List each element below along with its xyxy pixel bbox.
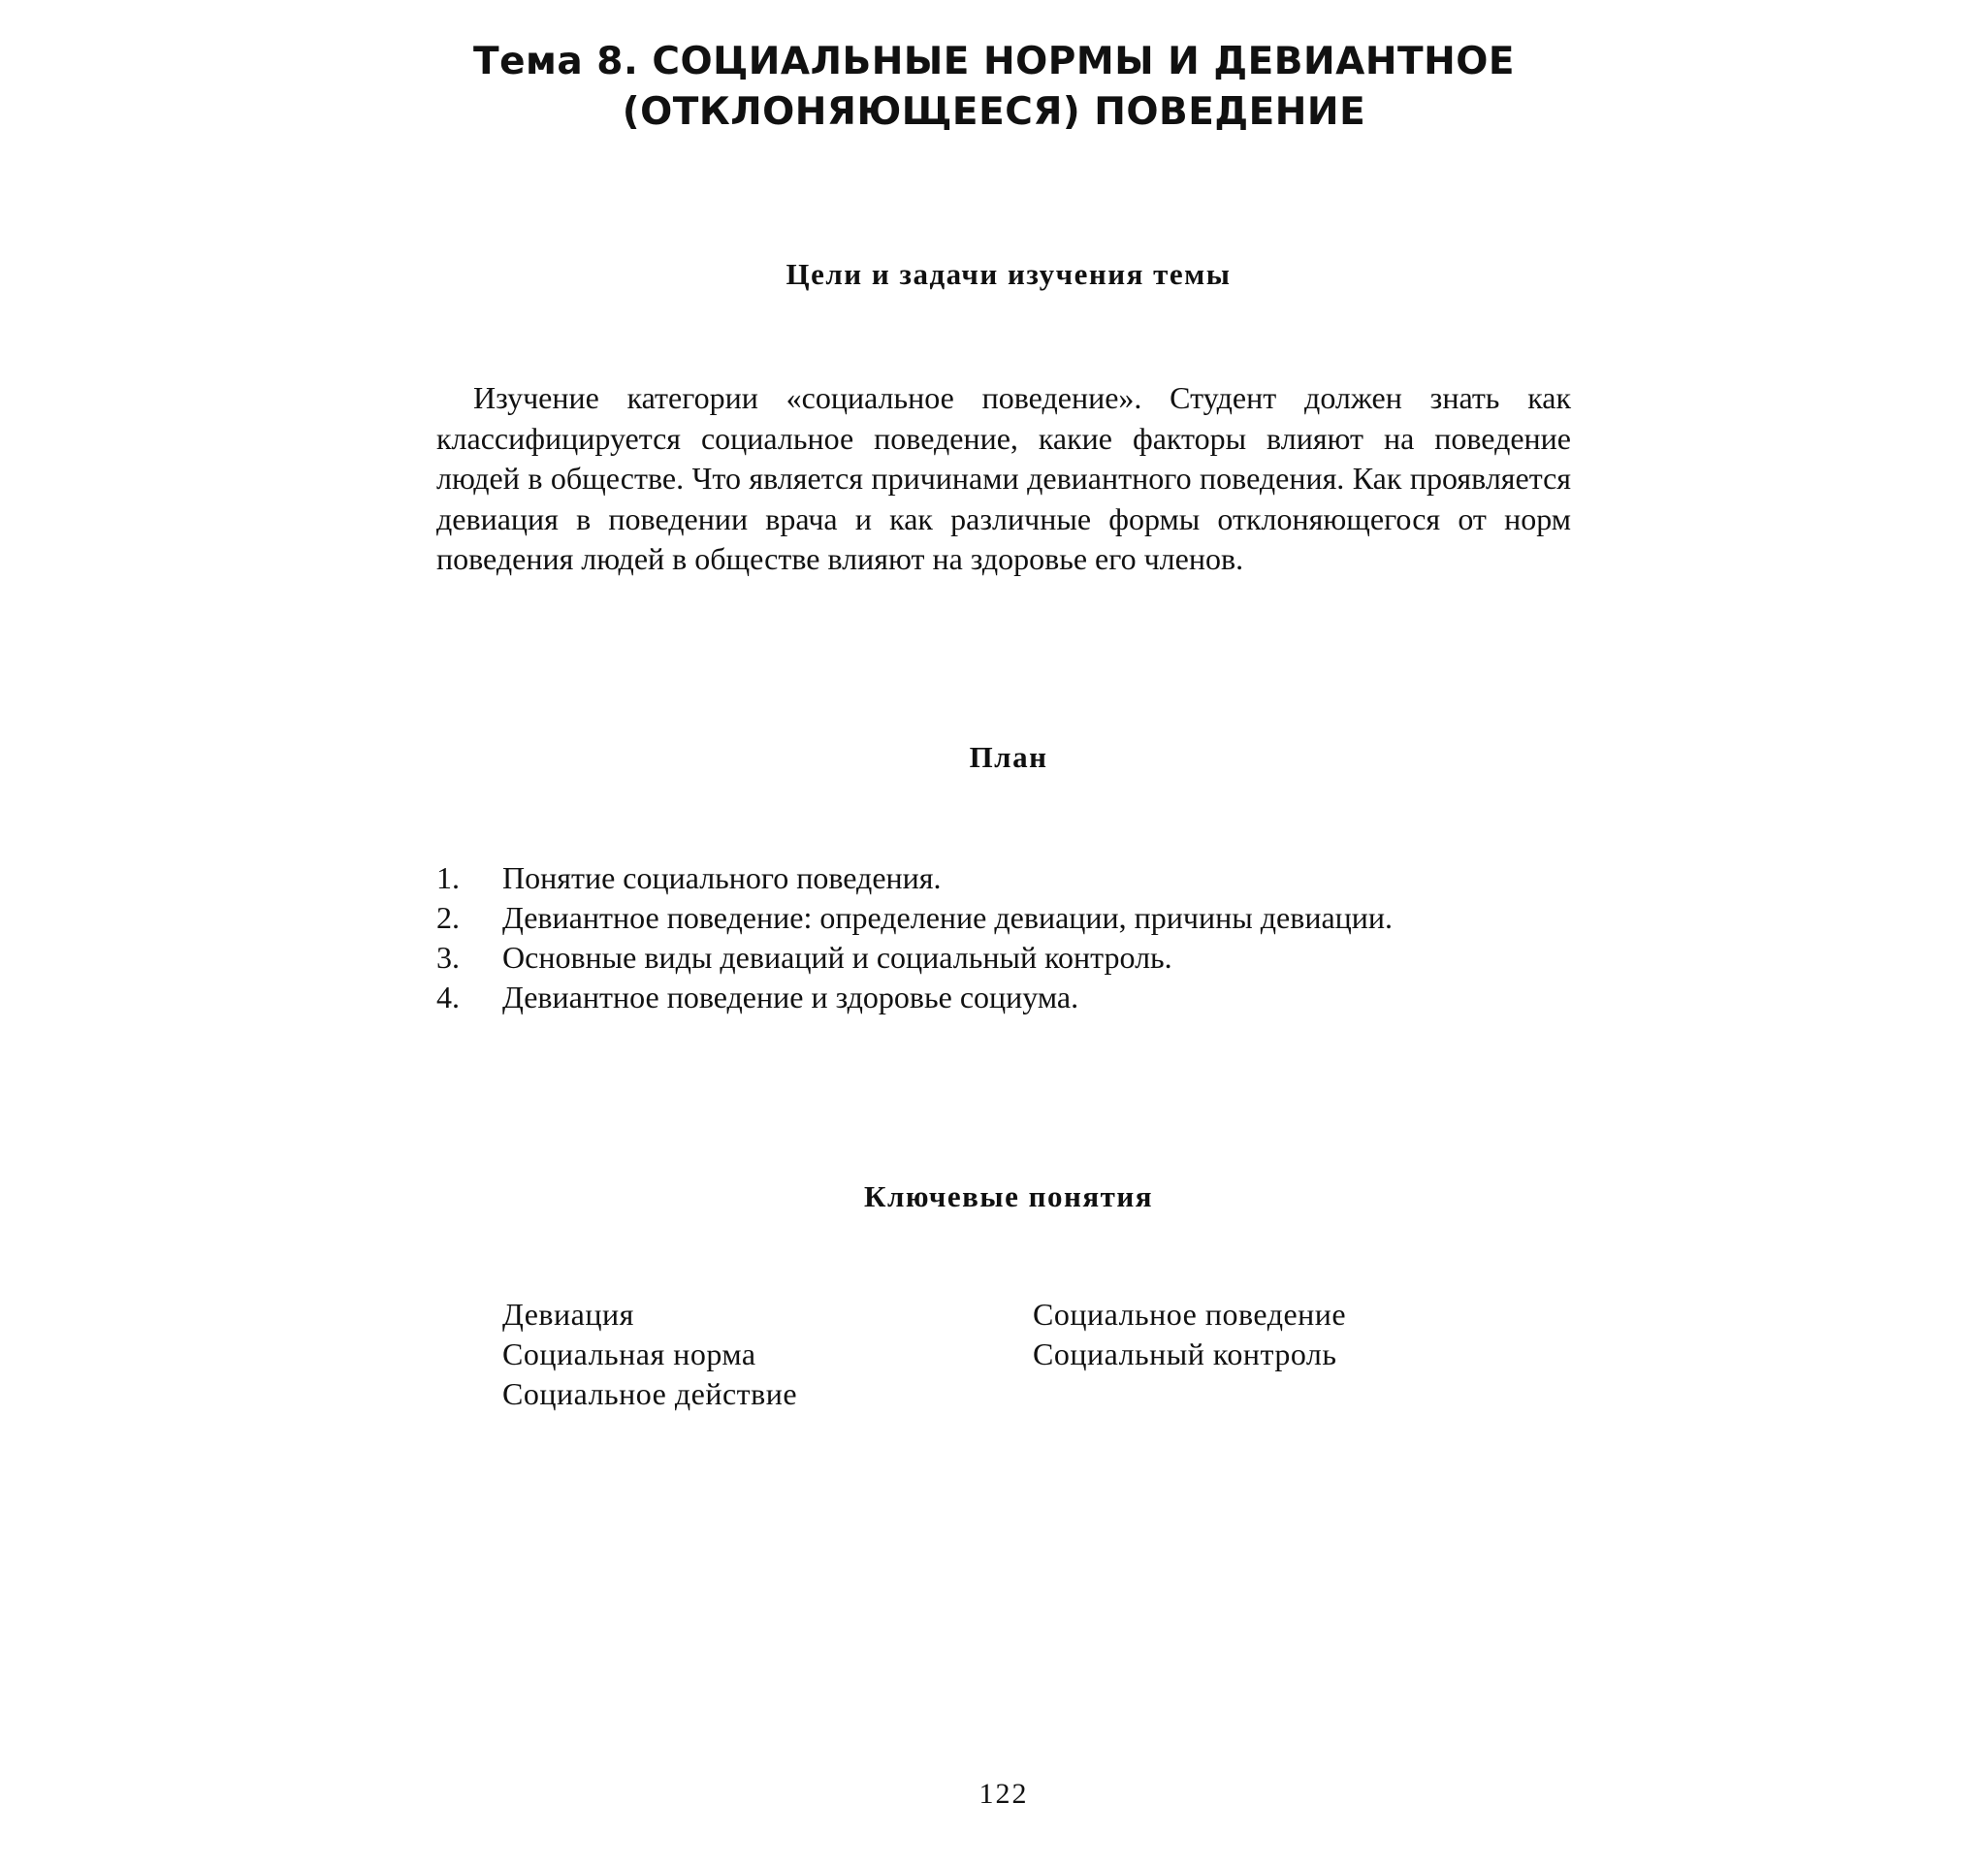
plan-heading: План (969, 740, 1048, 774)
goals-paragraph: Изучение категории «социальное поведение». Студент должен знать как классифицируется социальное поведение, какие факторы влияют на поведение людей в обществе. Что является причинами девиантного поведения. Как проявляется девиация в поведении врача и как различные формы отклоняющегося от норм поведения людей в обществе влияют на здоровье его членов. (436, 380, 1571, 576)
chapter-title-line-2: (ОТКЛОНЯЮЩЕЕСЯ) ПОВЕДЕНИЕ (622, 90, 1366, 134)
plan-item-number: 1. (436, 860, 460, 895)
plan-item-number: 2. (436, 900, 460, 935)
concept-term: Социальное поведение (1033, 1297, 1347, 1332)
plan-item-text: Девиантное поведение: определение девиации, причины девиации. (502, 900, 1394, 935)
chapter-title (417, 37, 1571, 138)
plan-item (436, 938, 1600, 978)
concept-term: Социальный контроль (1033, 1336, 1337, 1371)
concepts-heading: Ключевые понятия (864, 1179, 1153, 1213)
concept-term: Социальная норма (502, 1336, 756, 1371)
concepts-right-column (1033, 1295, 1518, 1374)
goals-heading: Цели и задачи изучения темы (786, 257, 1232, 291)
plan-item (436, 858, 1600, 898)
plan-item (436, 978, 1600, 1017)
concepts-left-column (502, 1295, 987, 1414)
plan-item-text: Основные виды девиаций и социальный контроль. (502, 940, 1172, 975)
page-number: 122 (978, 1778, 1029, 1810)
chapter-title-line-1: Тема 8. СОЦИАЛЬНЫЕ НОРМЫ И ДЕВИАНТНОЕ (472, 40, 1515, 83)
plan-item-number: 4. (436, 980, 460, 1014)
plan-item-text: Девиантное поведение и здоровье социума. (502, 980, 1079, 1014)
concept-term: Социальное действие (502, 1376, 798, 1411)
plan-item-number: 3. (436, 940, 460, 975)
concept-term: Девиация (502, 1297, 634, 1332)
plan-item (436, 898, 1600, 938)
plan-item-text: Понятие социального поведения. (502, 860, 942, 895)
plan-list (436, 858, 1600, 1017)
